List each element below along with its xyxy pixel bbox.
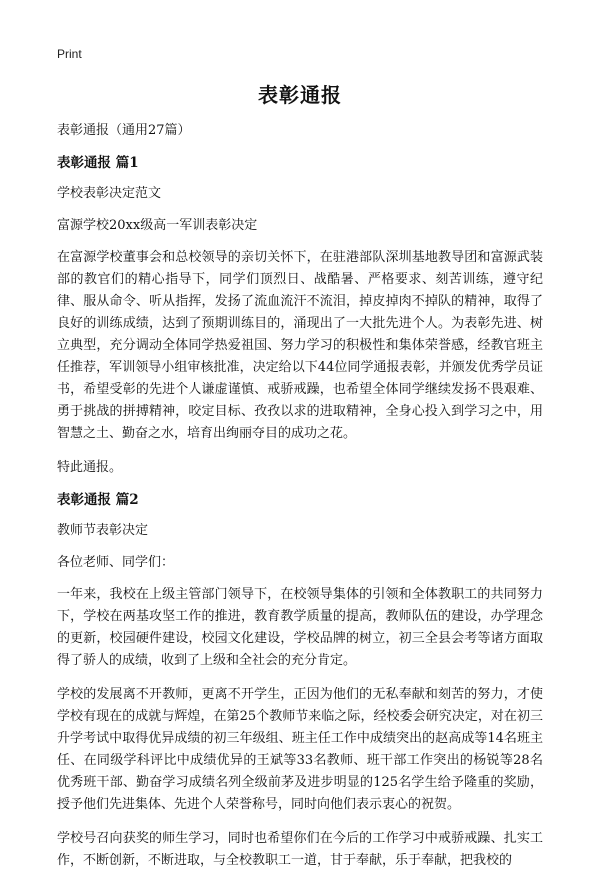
section-2-greeting: 各位老师、同学们： [57, 555, 175, 570]
section-1-line-2: 富源学校20xx级高一军训表彰决定 [57, 218, 258, 233]
section-1-paragraph-1: 在富源学校董事会和总校领导的亲切关怀下，在驻港部队深圳基地教导团和富源武装部的教官们的精心指导下，同学们顶烈日、战酷暑、严格要求、刻苦训练，遵守纪律、服从命令、听从指挥，发扬了流血流汗不流泪，掉皮掉肉不掉队的精神，取得了良好的训练成绩，达到了预期训练目的，涌现出了一大批先进个人。为表彰先进、树立典型，充分调动全体同学热爱祖国、努力学习的积极性和集体荣誉感，经教官班主任推荐，军训领导小组审核批准，决定给以下44位同学通报表彰，并颁发优秀学员证书，希望受彰的先进个人谦虚谨慎、戒骄戒躁，也希望全体同学继续发扬不畏艰难、勇于挑战的拼搏精神，咬定目标、孜孜以求的进取精神，全身心投入到学习之中，用智慧之土、勤奋之水，培育出绚丽夺目的成功之花。 [57, 250, 543, 441]
section-1-heading: 表彰通报 篇1 [57, 155, 139, 171]
print-link[interactable]: Print [57, 47, 82, 61]
document-body [57, 120, 543, 884]
section-2-paragraph-1: 一年来，我校在上级主管部门领导下，在校领导集体的引领和全体教职工的共同努力下，学校在两基攻坚工作的推进，教育教学质量的提高，教师队伍的建设，办学理念的更新，校园硬件建设，校园文化建设，学校品牌的树立，初三全县会考等诸方面取得了骄人的成绩，收到了上级和全社会的充分肯定。 [57, 587, 543, 668]
section-1-line-1: 学校表彰决定范文 [57, 186, 162, 201]
section-2-paragraph-3: 学校号召向获奖的师生学习，同时也希望你们在今后的工作学习中戒骄戒躁、扎实工作，不断创新，不断进取，与全校教职工一道，甘于奉献，乐于奉献，把我校的 [57, 831, 543, 868]
document-title: 表彰通报 [258, 83, 342, 107]
document-subtitle: 表彰通报（通用27篇） [57, 123, 191, 138]
section-2-line-1: 教师节表彰决定 [57, 523, 149, 538]
section-2-heading: 表彰通报 篇2 [57, 492, 139, 508]
section-1-closing: 特此通报。 [57, 460, 123, 475]
section-2-paragraph-2: 学校的发展离不开教师，更离不开学生，正因为他们的无私奉献和刻苦的努力，才使学校有现在的成就与辉煌，在第25个教师节来临之际，经校委会研究决定，对在初三升学考试中取得优异成绩的初三年级组、班主任工作中成绩突出的赵高成等14名班主任、在同级学科评比中成绩优异的王斌等33名教师、班干部工作突出的杨锐等28名优秀班干部、勤奋学习成绩名列全级前茅及进步明显的125名学生给予隆重的奖励，授予他们先进集体、先进个人荣誉称号，同时向他们表示衷心的祝贺。 [57, 687, 543, 812]
